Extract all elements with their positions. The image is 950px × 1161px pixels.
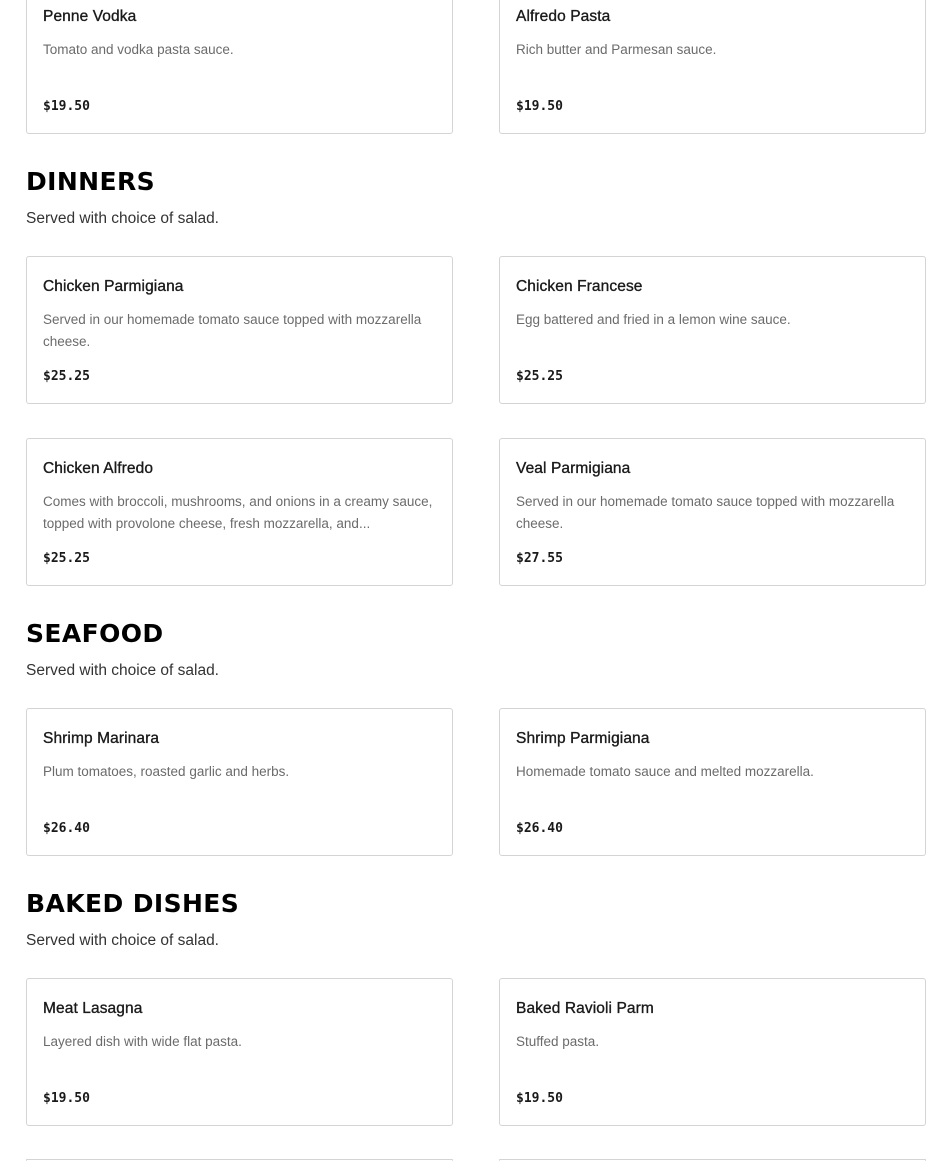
menu-item-card[interactable]	[499, 978, 926, 1126]
item-name: Chicken Parmigiana	[43, 278, 184, 295]
item-description: Tomato and vodka pasta sauce.	[43, 42, 234, 57]
item-price: $25.25	[516, 369, 563, 384]
menu-item-card[interactable]	[26, 0, 453, 134]
section-title-seafood: SEAFOOD	[26, 619, 164, 648]
item-price: $26.40	[43, 821, 90, 836]
menu-item-card[interactable]	[26, 708, 453, 856]
item-price: $26.40	[516, 821, 563, 836]
section-subtitle: Served with choice of salad.	[26, 662, 219, 679]
menu-item-card[interactable]	[499, 708, 926, 856]
item-price: $19.50	[43, 99, 90, 114]
menu-item-card[interactable]	[499, 256, 926, 404]
item-description: Layered dish with wide flat pasta.	[43, 1034, 242, 1049]
item-name: Meat Lasagna	[43, 1000, 143, 1017]
menu-item-card[interactable]	[499, 0, 926, 134]
item-description: Served in our homemade tomato sauce topped with mozzarella cheese.	[516, 494, 895, 531]
section-title-dinners: DINNERS	[26, 167, 156, 196]
menu-item-card[interactable]	[499, 438, 926, 586]
menu-item-card[interactable]	[26, 438, 453, 586]
item-name: Chicken Francese	[516, 278, 643, 295]
section-title-baked-dishes: BAKED DISHES	[26, 889, 240, 918]
menu-item-card[interactable]	[26, 978, 453, 1126]
item-name: Veal Parmigiana	[516, 460, 631, 477]
item-price: $19.50	[516, 1091, 563, 1106]
item-description: Rich butter and Parmesan sauce.	[516, 42, 717, 57]
item-description: Served in our homemade tomato sauce topped with mozzarella cheese.	[43, 312, 422, 349]
item-name: Shrimp Parmigiana	[516, 730, 650, 747]
menu-item-card[interactable]	[26, 256, 453, 404]
item-price: $25.25	[43, 369, 90, 384]
item-price: $19.50	[516, 99, 563, 114]
item-name: Chicken Alfredo	[43, 460, 154, 477]
item-description: Plum tomatoes, roasted garlic and herbs.	[43, 764, 290, 779]
item-price: $25.25	[43, 551, 90, 566]
section-subtitle: Served with choice of salad.	[26, 932, 219, 949]
item-description: Stuffed pasta.	[516, 1034, 600, 1049]
item-name: Alfredo Pasta	[516, 8, 611, 25]
section-subtitle: Served with choice of salad.	[26, 210, 219, 227]
item-price: $27.55	[516, 551, 563, 566]
item-name: Penne Vodka	[43, 8, 137, 25]
item-name: Shrimp Marinara	[43, 730, 160, 747]
item-price: $19.50	[43, 1091, 90, 1106]
item-description: Comes with broccoli, mushrooms, and onions in a creamy sauce, topped with provolone cheese, fresh mozzarella, and...	[43, 494, 433, 531]
item-description: Homemade tomato sauce and melted mozzarella.	[516, 764, 814, 779]
item-description: Egg battered and fried in a lemon wine sauce.	[516, 312, 791, 327]
item-name: Baked Ravioli Parm	[516, 1000, 654, 1017]
